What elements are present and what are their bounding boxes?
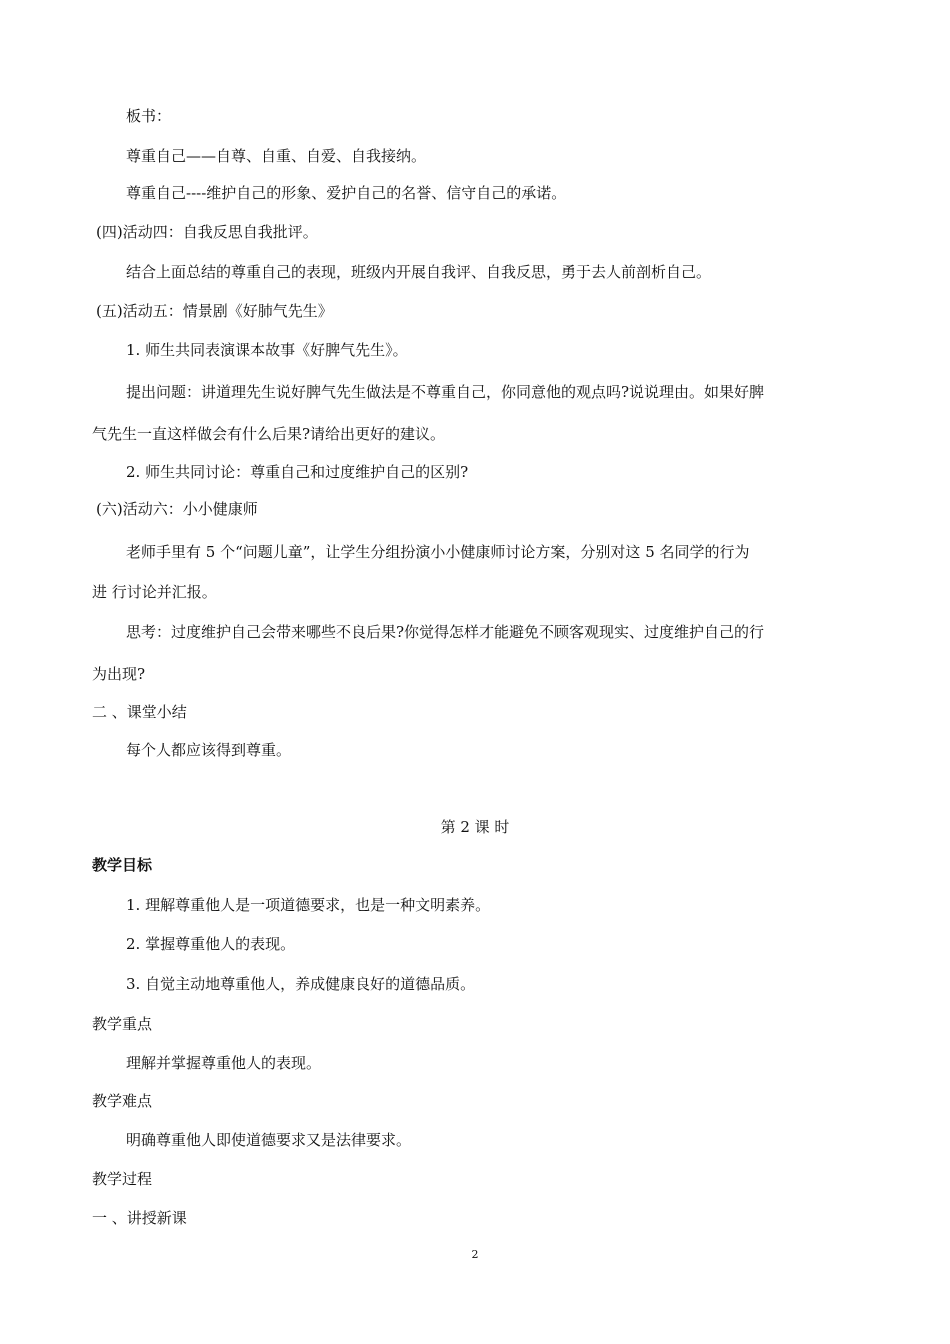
text-line: 思考：过度维护自己会带来哪些不良后果?你觉得怎样才能避免不顾客观现实、过度维护自己的行 (126, 623, 765, 641)
text-line: 进 行讨论并汇报。 (92, 583, 217, 601)
section-heading: 二 、课堂小结 (92, 703, 187, 721)
heading-key-point: 教学重点 (92, 1015, 153, 1033)
heading-process: 教学过程 (92, 1170, 153, 1188)
heading-teaching-goals: 教学目标 (92, 856, 153, 874)
lesson-title: 第 2 课 时 (440, 818, 510, 836)
activity-heading: (六)活动六：小小健康师 (96, 500, 258, 518)
text-line: 提出问题：讲道理先生说好脾气先生做法是不尊重自己，你同意他的观点吗?说说理由。如果好脾 (126, 383, 765, 401)
text-line: 尊重自己----维护自己的形象、爱护自己的名誉、信守自己的承诺。 (126, 184, 567, 202)
page-number: 2 (471, 1248, 479, 1261)
text-line: 2. 师生共同讨论：尊重自己和过度维护自己的区别? (126, 463, 469, 481)
activity-heading: (四)活动四：自我反思自我批评。 (96, 223, 318, 241)
board-label: 板书： (126, 107, 172, 125)
section-heading: 一 、讲授新课 (92, 1209, 187, 1227)
text-line: 每个人都应该得到尊重。 (126, 741, 292, 759)
goal-item: 2. 掌握尊重他人的表现。 (126, 935, 296, 953)
text-line: 结合上面总结的尊重自己的表现，班级内开展自我评、自我反思，勇于去人前剖析自己。 (126, 263, 712, 281)
text-line: 老师手里有 5 个“问题儿童”，让学生分组扮演小小健康师讨论方案，分别对这 5 名同学的行为 (126, 543, 750, 561)
heading-difficulty: 教学难点 (92, 1092, 153, 1110)
text-line: 尊重自己——自尊、自重、自爱、自我接纳。 (126, 147, 427, 165)
goal-item: 1. 理解尊重他人是一项道德要求，也是一种文明素养。 (126, 896, 491, 914)
text-line: 为出现? (92, 665, 146, 683)
text-line: 理解并掌握尊重他人的表现。 (126, 1054, 322, 1072)
activity-heading: (五)活动五：情景剧《好肺气先生》 (96, 302, 333, 320)
text-line: 明确尊重他人即使道德要求又是法律要求。 (126, 1131, 412, 1149)
goal-item: 3. 自觉主动地尊重他人，养成健康良好的道德品质。 (126, 975, 476, 993)
text-line: 1. 师生共同表演课本故事《好脾气先生》。 (126, 341, 408, 359)
text-line: 气先生一直这样做会有什么后果?请给出更好的建议。 (92, 425, 446, 443)
